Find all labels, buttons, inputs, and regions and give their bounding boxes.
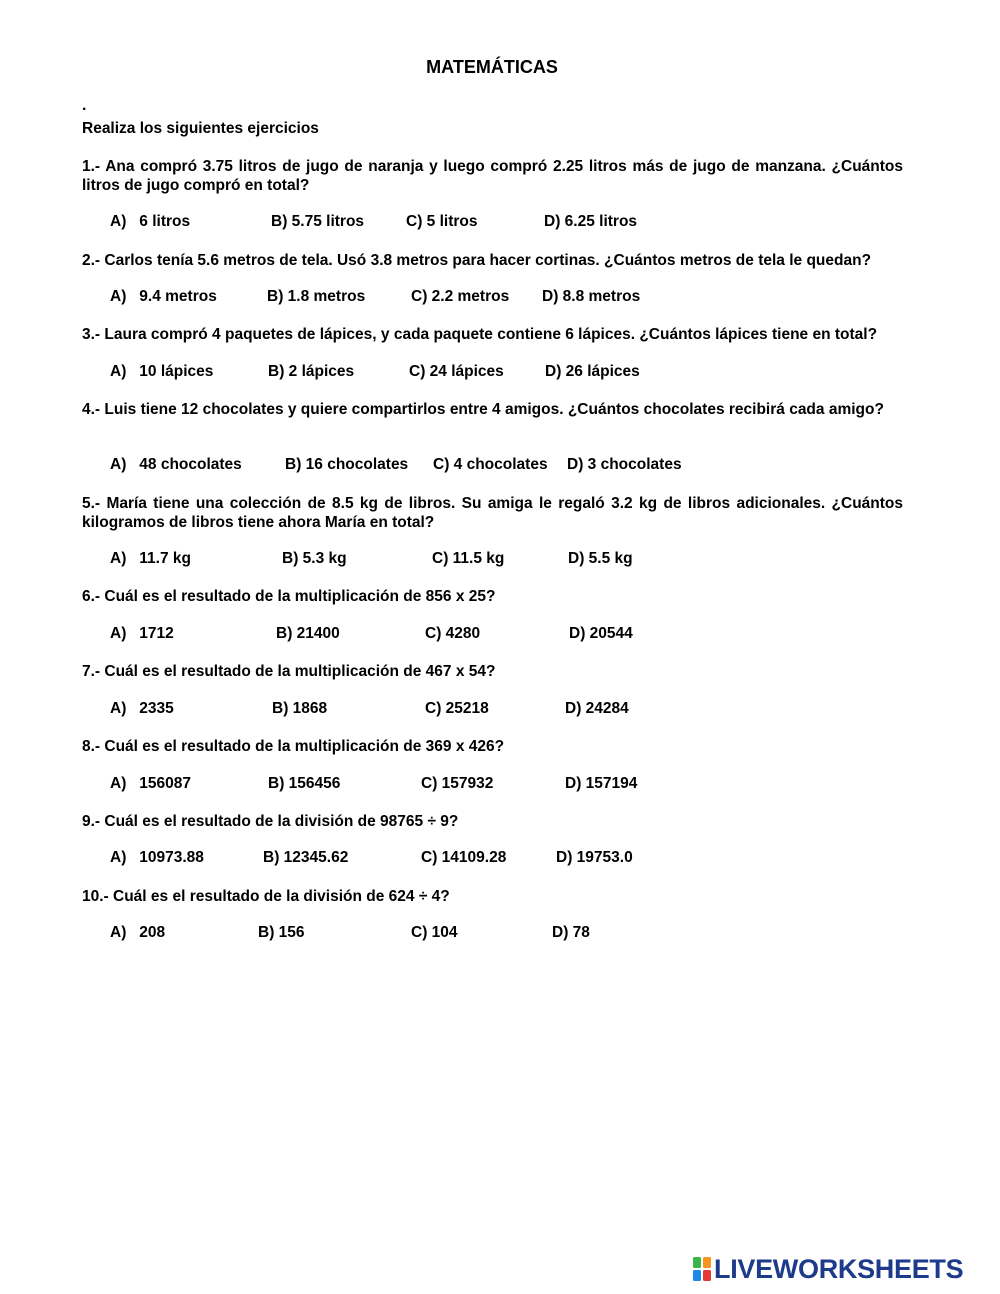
option-b[interactable]: B) 1.8 metros xyxy=(267,288,366,305)
option-a[interactable]: A) 156087 xyxy=(110,775,191,792)
option-a[interactable]: A) 2335 xyxy=(110,700,174,717)
logo-text: LIVEWORKSHEETS xyxy=(714,1254,964,1284)
option-c[interactable]: C) 5 litros xyxy=(406,213,478,230)
option-d[interactable]: D) 157194 xyxy=(565,775,638,792)
instructions: Realiza los siguientes ejercicios xyxy=(82,120,319,137)
liveworksheets-logo xyxy=(693,1256,963,1282)
option-a[interactable]: A) 6 litros xyxy=(110,213,191,230)
option-d[interactable]: D) 8.8 metros xyxy=(542,288,641,305)
question-8: 8.- Cuál es el resultado de la multiplicación de 369 x 426? xyxy=(82,738,505,755)
option-c[interactable]: C) 2.2 metros xyxy=(411,288,510,305)
option-d[interactable]: D) 78 xyxy=(552,924,590,941)
option-b[interactable]: B) 21400 xyxy=(276,625,340,642)
option-b[interactable]: B) 12345.62 xyxy=(263,849,349,866)
option-b[interactable]: B) 5.75 litros xyxy=(271,213,365,230)
dot-mark: . xyxy=(82,97,87,114)
question-5: 5.- María tiene una colección de 8.5 kg de libros. Su amiga le regaló 3.2 kg de libros adicionales. ¿Cuántos kilogramos de libros tiene ahora María en total? xyxy=(82,495,903,531)
question-9: 9.- Cuál es el resultado de la división de 98765 ÷ 9? xyxy=(82,813,459,830)
option-a[interactable]: A) 48 chocolates xyxy=(110,456,242,473)
option-c[interactable]: C) 14109.28 xyxy=(421,849,507,866)
option-a[interactable]: A) 10973.88 xyxy=(110,849,204,866)
question-4: 4.- Luis tiene 12 chocolates y quiere compartirlos entre 4 amigos. ¿Cuántos chocolates recibirá cada amigo? xyxy=(82,401,884,418)
option-d[interactable]: D) 24284 xyxy=(565,700,629,717)
question-1: 1.- Ana compró 3.75 litros de jugo de naranja y luego compró 2.25 litros más de jugo de manzana. ¿Cuántos litros de jugo compró en total? xyxy=(82,158,903,194)
option-c[interactable]: C) 4280 xyxy=(425,625,481,642)
option-b[interactable]: B) 156 xyxy=(258,924,305,941)
option-a[interactable]: A) 1712 xyxy=(110,625,174,642)
option-b[interactable]: B) 1868 xyxy=(272,700,328,717)
option-d[interactable]: D) 20544 xyxy=(569,625,633,642)
option-d[interactable]: D) 5.5 kg xyxy=(568,550,633,567)
option-b[interactable]: B) 156456 xyxy=(268,775,341,792)
option-b[interactable]: B) 2 lápices xyxy=(268,363,355,380)
question-7: 7.- Cuál es el resultado de la multiplicación de 467 x 54? xyxy=(82,663,496,680)
option-c[interactable]: C) 157932 xyxy=(421,775,494,792)
option-a[interactable]: A) 9.4 metros xyxy=(110,288,217,305)
option-d[interactable]: D) 19753.0 xyxy=(556,849,633,866)
option-a[interactable]: A) 10 lápices xyxy=(110,363,214,380)
question-3: 3.- Laura compró 4 paquetes de lápices, y cada paquete contiene 6 lápices. ¿Cuántos lápices tiene en total? xyxy=(82,326,878,343)
question-10: 10.- Cuál es el resultado de la división de 624 ÷ 4? xyxy=(82,888,450,905)
option-d[interactable]: D) 3 chocolates xyxy=(567,456,682,473)
question-2: 2.- Carlos tenía 5.6 metros de tela. Usó 3.8 metros para hacer cortinas. ¿Cuántos metros de tela le quedan? xyxy=(82,252,872,269)
option-b[interactable]: B) 5.3 kg xyxy=(282,550,347,567)
page-title: MATEMÁTICAS xyxy=(426,57,558,77)
option-a[interactable]: A) 208 xyxy=(110,924,166,941)
option-d[interactable]: D) 26 lápices xyxy=(545,363,640,380)
option-c[interactable]: C) 25218 xyxy=(425,700,489,717)
question-6: 6.- Cuál es el resultado de la multiplicación de 856 x 25? xyxy=(82,588,496,605)
option-c[interactable]: C) 104 xyxy=(411,924,458,941)
option-c[interactable]: C) 24 lápices xyxy=(409,363,504,380)
option-c[interactable]: C) 4 chocolates xyxy=(433,456,548,473)
option-c[interactable]: C) 11.5 kg xyxy=(432,550,505,567)
option-a[interactable]: A) 11.7 kg xyxy=(110,550,191,567)
option-b[interactable]: B) 16 chocolates xyxy=(285,456,409,473)
option-d[interactable]: D) 6.25 litros xyxy=(544,213,638,230)
liveworksheets-logo-icon xyxy=(693,1257,711,1281)
